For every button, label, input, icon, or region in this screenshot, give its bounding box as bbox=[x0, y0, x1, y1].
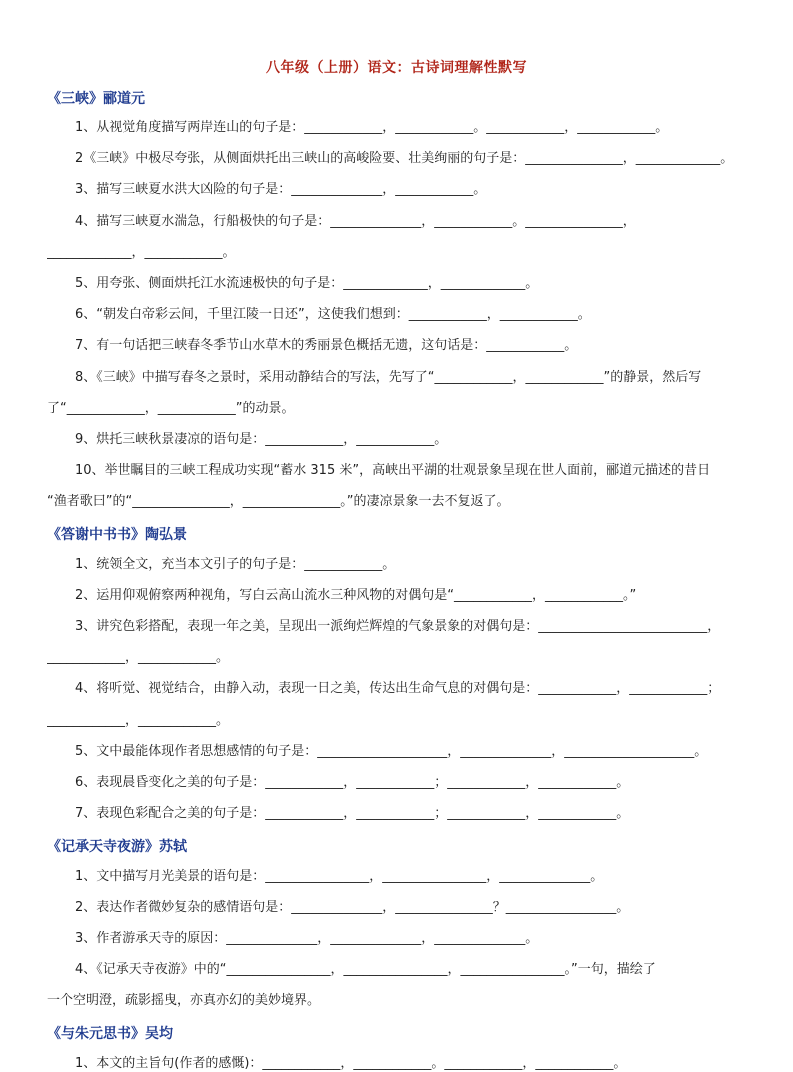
question-line: 1、本文的主旨句(作者的感慨)：____________，____________。____________，____________。 bbox=[75, 1056, 627, 1071]
question-line: 2《三峡》中极尽夸张，从侧面烘托出三峡山的高峻险要、壮美绚丽的句子是：_______________，_____________。 bbox=[75, 151, 734, 166]
question-line: 3、作者游承天寺的原因：______________，______________，______________。 bbox=[75, 931, 539, 946]
section-heading-chengtiansi: 《记承天寺夜游》苏轼 bbox=[47, 839, 187, 855]
question-line: 7、表现色彩配合之美的句子是：____________，____________；____________，____________。 bbox=[75, 806, 630, 821]
question-line: 1、文中描写月光美景的语句是：________________，________________，______________。 bbox=[75, 869, 604, 884]
question-line: 8、《三峡》中描写春冬之景时，采用动静结合的写法，先写了“____________，____________”的静景，然后写 bbox=[75, 370, 702, 385]
question-line: 2、运用仰观俯察两种视角，写白云高山流水三种风物的对偶句是“____________，____________。” bbox=[75, 588, 637, 603]
question-line: 了“____________，____________”的动景。 bbox=[47, 401, 295, 416]
question-line: 7、有一句话把三峡春冬季节山水草木的秀丽景色概括无遗，这句话是：____________。 bbox=[75, 338, 578, 353]
section-heading-sanxia: 《三峡》郦道元 bbox=[47, 91, 145, 107]
question-line: 10、举世瞩目的三峡工程成功实现“蓄水 315 米”，高峡出平湖的壮观景象呈现在世人面前，郦道元描述的昔日 bbox=[75, 463, 711, 478]
question-line: 1、统领全文，充当本文引子的句子是：____________。 bbox=[75, 557, 396, 572]
question-line: ____________，____________。 bbox=[47, 713, 230, 728]
question-line: 1、从视觉角度描写两岸连山的句子是：____________，____________。____________，____________。 bbox=[75, 120, 669, 135]
question-line: 4、描写三峡夏水湍急，行船极快的句子是：______________，____________。_______________， bbox=[75, 214, 636, 229]
question-line: 一个空明澄，疏影摇曳，亦真亦幻的美妙境界。 bbox=[47, 993, 321, 1008]
question-line: “渔者歌曰”的“_______________，_______________。”的凄凉景象一去不复返了。 bbox=[47, 494, 510, 509]
question-line: 4、将听觉、视觉结合，由静入动，表现一日之美，传达出生命气息的对偶句是：____________，____________； bbox=[75, 681, 721, 696]
section-heading-zhuyuansi: 《与朱元思书》吴均 bbox=[47, 1026, 173, 1042]
question-line: 3、讲究色彩搭配，表现一年之美，呈现出一派绚烂辉煌的气象景象的对偶句是：__________________________， bbox=[75, 619, 721, 634]
question-line: 4、《记承天寺夜游》中的“________________，________________，________________。”一句，描绘了 bbox=[75, 962, 656, 977]
question-line: ____________，____________。 bbox=[47, 650, 230, 665]
page-title: 八年级（上册）语文：古诗词理解性默写 bbox=[266, 60, 527, 76]
question-line: 5、文中最能体现作者思想感情的句子是：____________________，______________，____________________。 bbox=[75, 744, 708, 759]
question-line: 9、烘托三峡秋景凄凉的语句是：____________，____________。 bbox=[75, 432, 448, 447]
section-heading-daxie: 《答谢中书书》陶弘景 bbox=[47, 527, 187, 543]
question-line: 6、表现晨昏变化之美的句子是：____________，____________；____________，____________。 bbox=[75, 775, 630, 790]
question-line: 5、用夸张、侧面烘托江水流速极快的句子是：_____________，_____________。 bbox=[75, 276, 539, 291]
question-line: 2、表达作者微妙复杂的感情语句是：______________，_______________？_________________。 bbox=[75, 900, 630, 915]
question-line: 6、“朝发白帝彩云间，千里江陵一日还”，这使我们想到：____________，____________。 bbox=[75, 307, 591, 322]
question-line: _____________，____________。 bbox=[47, 245, 236, 260]
question-line: 3、描写三峡夏水洪大凶险的句子是：______________，____________。 bbox=[75, 182, 487, 197]
